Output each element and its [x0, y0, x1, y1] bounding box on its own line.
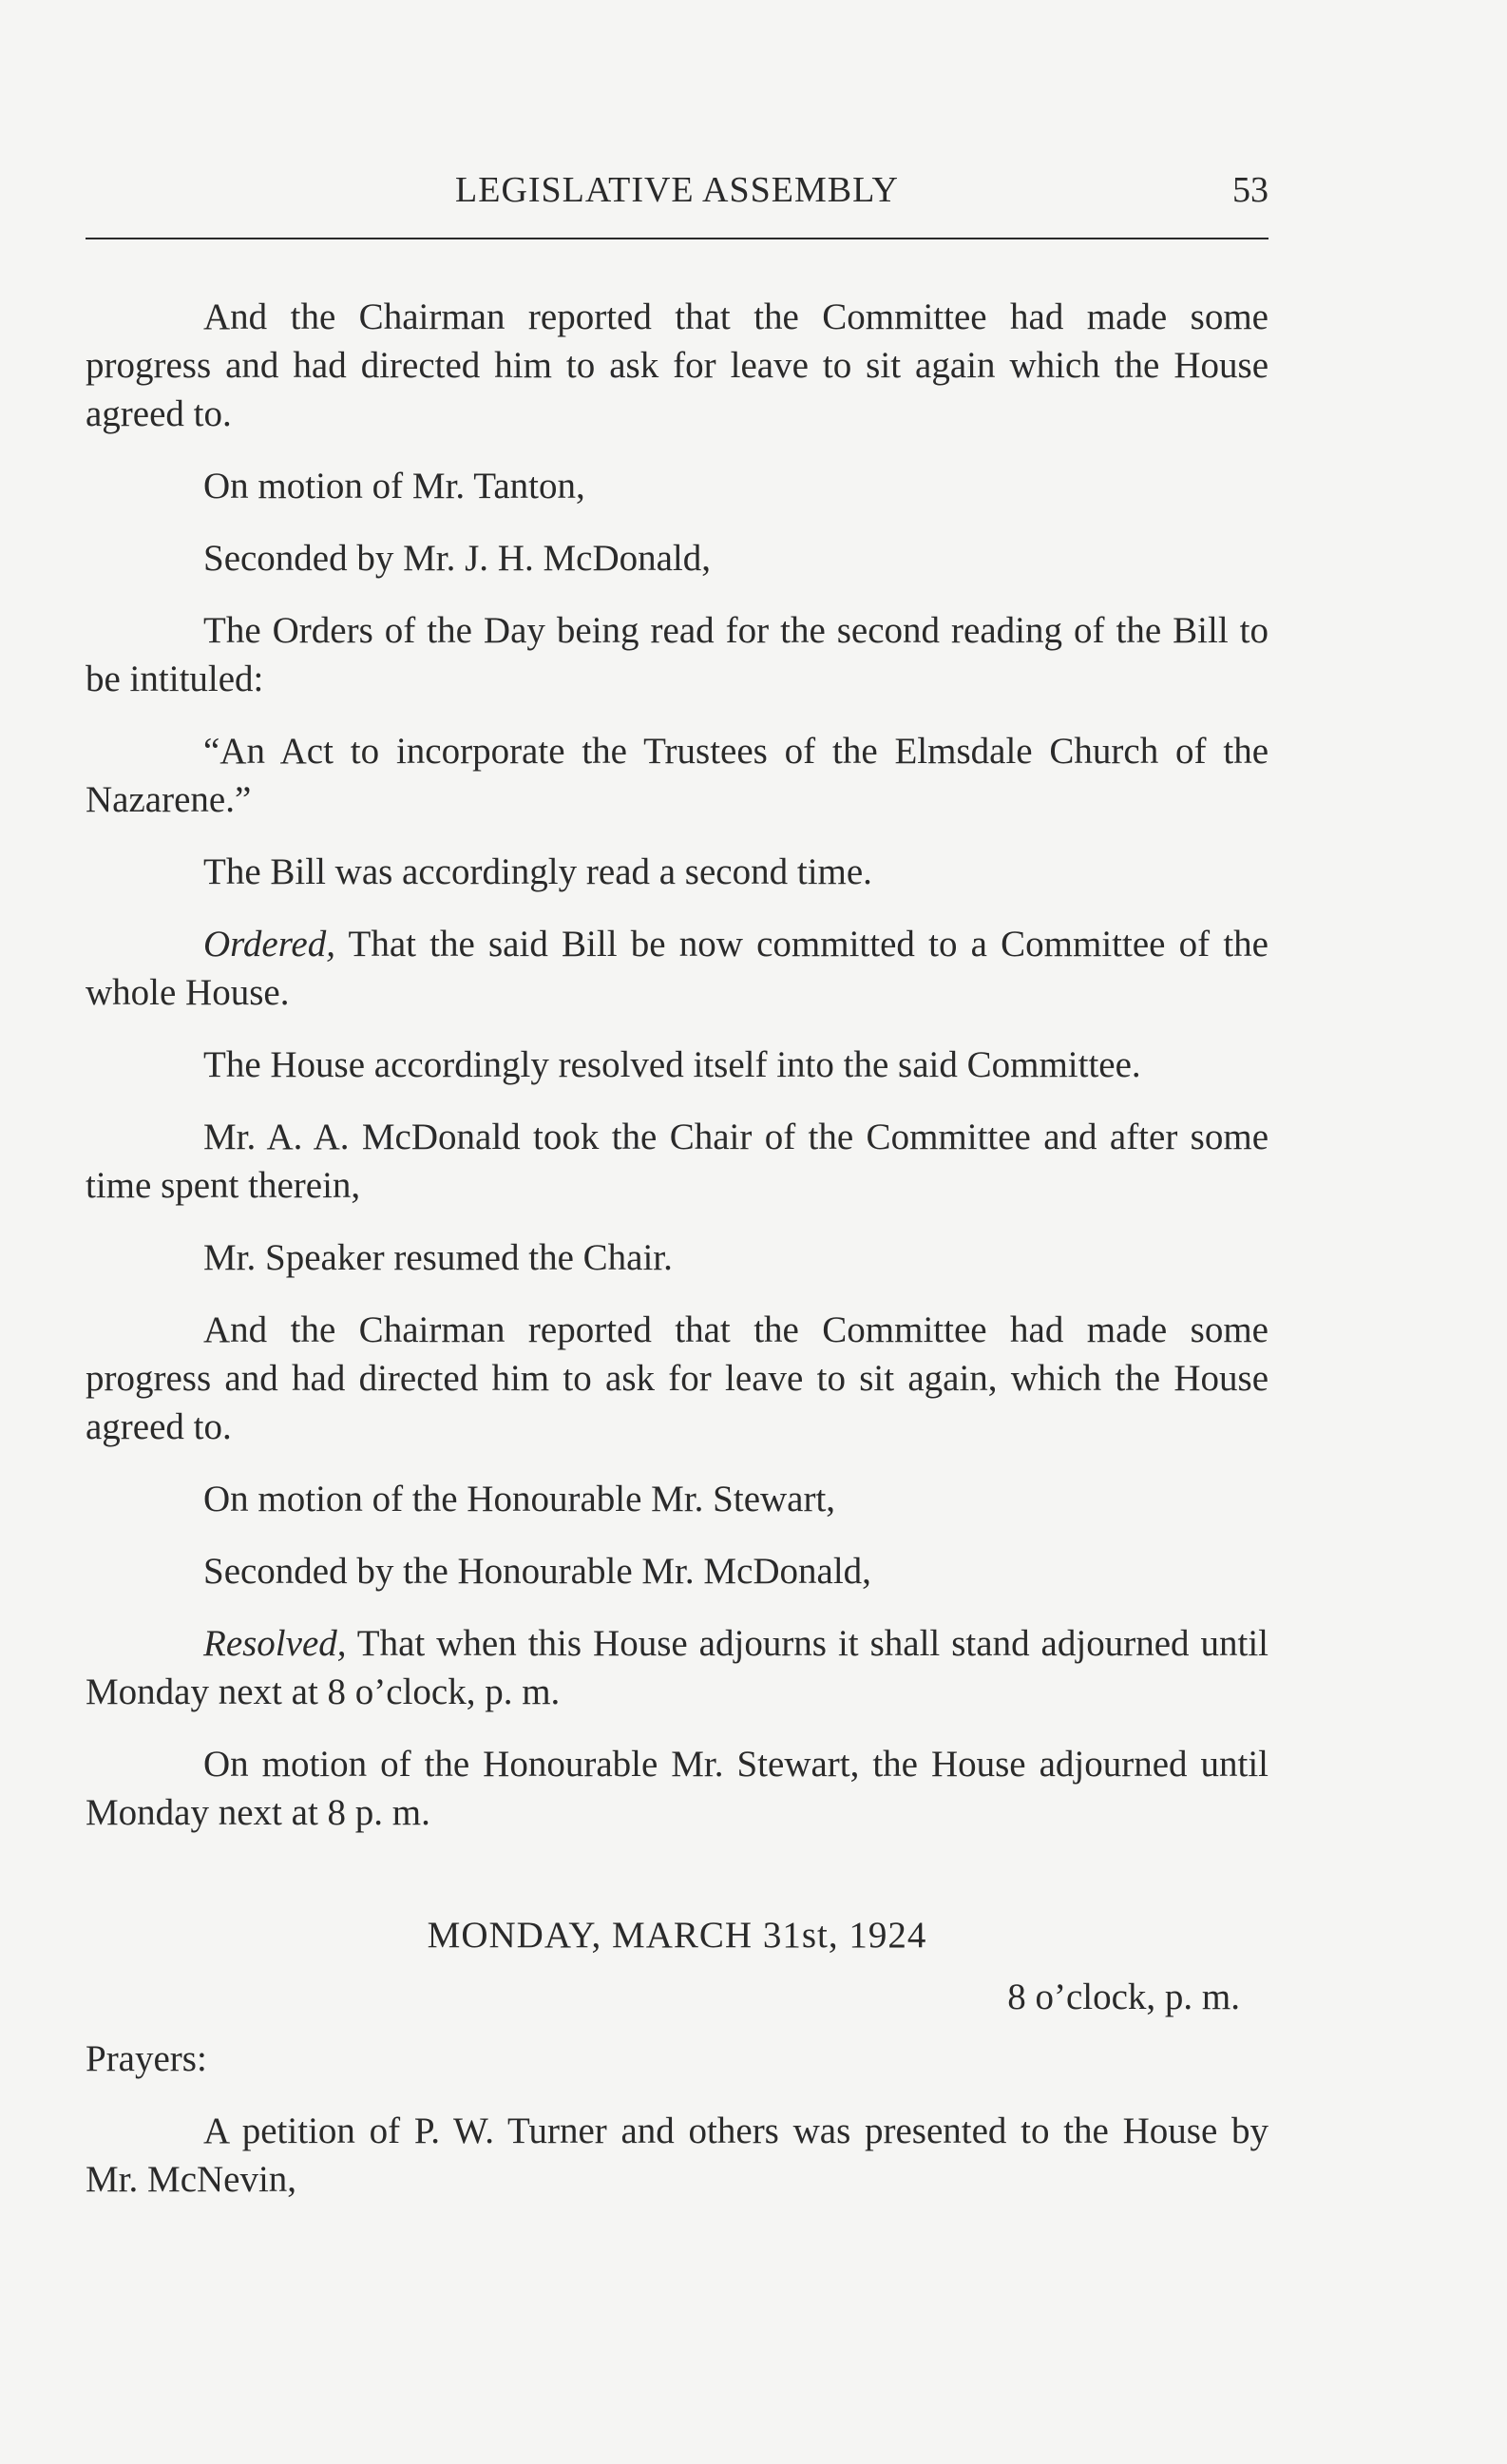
sitting-date-heading: MONDAY, MARCH 31st, 1924: [427, 1915, 927, 1956]
running-head: [86, 169, 1269, 217]
paragraph-seconded-hon-mcdonald: Seconded by the Honourable Mr. McDonald,: [203, 1551, 871, 1592]
paragraph-motion-tanton: On motion of Mr. Tanton,: [203, 466, 585, 506]
paragraph-chairman-report-1: And the Chairman reported that the Committee had made some progress and had directed him to ask for leave to sit again which the House agreed to.: [86, 296, 1269, 434]
paragraph-adjourned: On motion of the Honourable Mr. Stewart, the House adjourned until Monday next at 8 p. m.: [86, 1744, 1269, 1833]
page-number: 53: [1232, 170, 1269, 210]
journal-body: [86, 293, 1269, 2204]
paragraph-motion-stewart: On motion of the Honourable Mr. Stewart,: [203, 1479, 836, 1519]
paragraph-bill-title: “An Act to incorporate the Trustees of the Elmsdale Church of the Nazarene.”: [86, 731, 1269, 820]
paragraph-petition: A petition of P. W. Turner and others was presented to the House by Mr. McNevin,: [86, 2111, 1269, 2200]
paragraph-resolved: [86, 1619, 1269, 1716]
paragraph-ordered: [86, 920, 1269, 1017]
resolved-label: Resolved,: [203, 1623, 347, 1664]
paragraph-took-chair: Mr. A. A. McDonald took the Chair of the Committee and after some time spent therein,: [86, 1117, 1269, 1206]
paragraph-resolved-committee: The House accordingly resolved itself into the said Committee.: [203, 1044, 1141, 1085]
paragraph-speaker-resumed: Mr. Speaker resumed the Chair.: [203, 1237, 673, 1278]
ordered-label: Ordered,: [203, 924, 335, 965]
paragraph-orders-of-day: The Orders of the Day being read for the second reading of the Bill to be intituled:: [86, 610, 1269, 699]
paragraph-seconded-mcdonald: Seconded by Mr. J. H. McDonald,: [203, 538, 712, 579]
page-title: LEGISLATIVE ASSEMBLY: [455, 170, 899, 210]
prayers-label: Prayers:: [86, 2038, 207, 2079]
paragraph-second-reading: The Bill was accordingly read a second time.: [203, 851, 872, 892]
resolved-text: That when this House adjourns it shall stand adjourned until Monday next at 8 o’clock, p. m.: [86, 1623, 1269, 1712]
paragraph-chairman-report-2: And the Chairman reported that the Committee had made some progress and had directed him to ask for leave to sit again, which the House agreed to.: [86, 1309, 1269, 1447]
header-rule: [86, 238, 1269, 239]
sitting-time: 8 o’clock, p. m.: [1007, 1977, 1240, 2017]
ordered-text: That the said Bill be now committed to a Committee of the whole House.: [86, 924, 1269, 1013]
